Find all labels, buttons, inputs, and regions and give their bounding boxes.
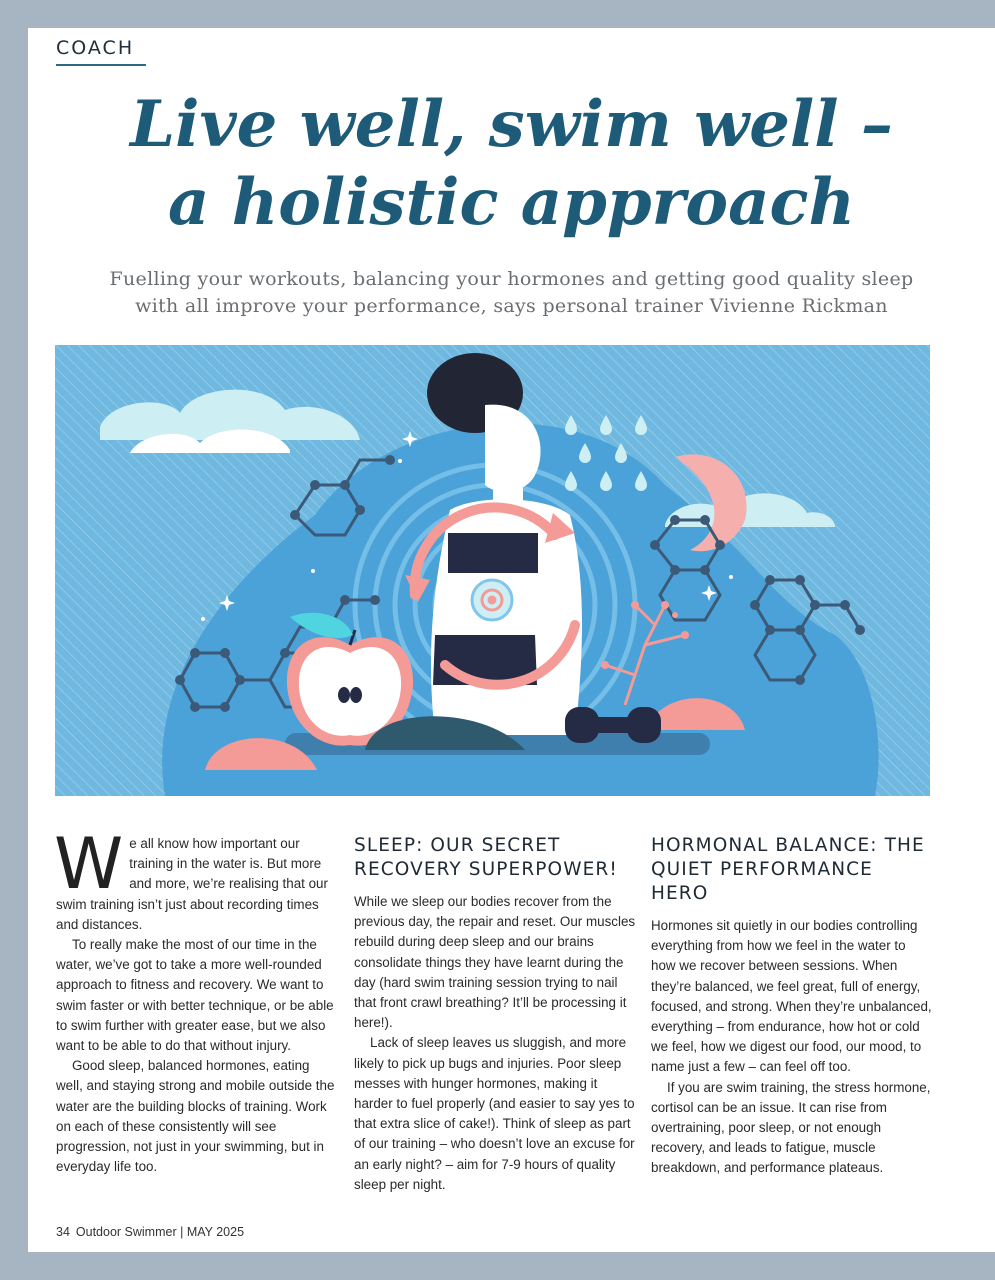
headline-line-2: a holistic approach <box>167 165 856 240</box>
page-number: 34 <box>56 1225 70 1239</box>
intro-text: e all know how important our training in the water is. But more and more, we’re realising that our swim training isn’t just about recording times and distances. <box>56 836 328 932</box>
column-2 <box>354 834 636 1195</box>
hormonal-heading: HORMONAL BALANCE: THE QUIET PERFORMANCE HERO <box>651 835 925 904</box>
body-paragraph: Hormones sit quietly in our bodies controlling everything from how we feel in the water to how we recover between sessions. When they’re balanced, we feel great, full of energy, focused, and strong. When they’re unbalanced, everything – from endurance, how hot or cold we feel, how we digest our food, our mood, to name just a few – can feel off too. <box>651 918 932 1075</box>
sleep-heading: SLEEP: OUR SECRET RECOVERY SUPERPOWER! <box>354 835 618 880</box>
section-underline <box>56 64 146 66</box>
body-paragraph: To really make the most of our time in the water, we’ve got to take a more well-rounded approach to fitness and recovery. We want to swim faster or with better technique, or be able to swim further with greater ease, but we also want to be able to do that without injury. <box>56 937 334 1054</box>
body-paragraph: Good sleep, balanced hormones, eating well, and staying strong and mobile outside the water are the building blocks of training. Work on each of these consistently will see progression, not just in your swimming, but in everyday life too. <box>56 1058 335 1175</box>
magazine-page <box>28 28 995 1252</box>
article-headline <box>28 86 995 242</box>
article-standfirst <box>68 266 955 320</box>
standfirst-line-2: with all improve your performance, says personal trainer Vivienne Rickman <box>135 295 888 317</box>
hero-illustration <box>55 345 930 796</box>
column-3 <box>651 834 933 1179</box>
page-footer <box>56 1225 250 1239</box>
drop-cap: W <box>54 823 124 905</box>
body-paragraph: If you are swim training, the stress hormone, cortisol can be an issue. It can rise from overtraining, poor sleep, or not enough recovery, and leads to fatigue, muscle breakdown, and performance plateaus. <box>651 1079 931 1176</box>
standfirst-line-1: Fuelling your workouts, balancing your hormones and getting good quality sleep <box>109 268 914 290</box>
body-paragraph: While we sleep our bodies recover from the previous day, the repair and reset. Our muscles rebuild during deep sleep and our brains consolidate things they have learnt during the day (hard swim training session trying to nail that front crawl breathing? It’ll be processing it here!). <box>354 894 636 1031</box>
column-1 <box>54 823 336 1177</box>
body-paragraph: Lack of sleep leaves us sluggish, and more likely to pick up bugs and injuries. Poor sleep messes with hunger hormones, making it harder to fuel properly (and easier to say yes to that extra slice of cake!). Think of sleep as part of our training – who doesn’t love an excuse for an early night? – aim for 7-9 hours of quality sleep per night. <box>354 1035 635 1192</box>
publication-info: Outdoor Swimmer | MAY 2025 <box>75 1225 245 1239</box>
intro-paragraph <box>54 823 336 935</box>
section-label: COACH <box>56 37 135 59</box>
headline-line-1: Live well, swim well – <box>130 87 893 162</box>
gut-icon <box>472 580 512 620</box>
